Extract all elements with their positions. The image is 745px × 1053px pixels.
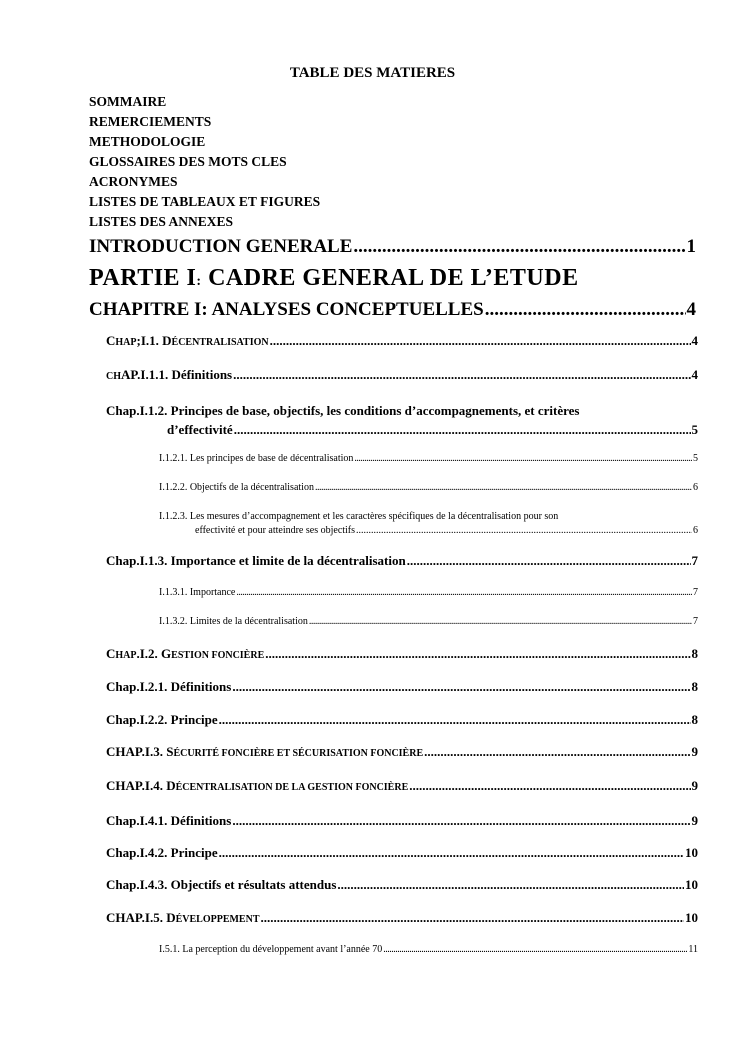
toc-item-listes-annexes[interactable]: LISTES DES ANNEXES <box>89 214 234 229</box>
toc-item-chap-i13[interactable] <box>106 553 698 569</box>
toc-label: CHAP.I.4. DÉCENTRALISATION DE LA GESTION FONCIÈRE <box>106 778 409 793</box>
toc-page-number: 7 <box>693 616 698 627</box>
toc-label: I.5.1. La perception du développement avant l’année 70 <box>159 944 383 955</box>
toc-item-chap-i11[interactable] <box>106 367 698 383</box>
toc-item-chap-i22[interactable] <box>106 712 698 728</box>
toc-page-number: 9 <box>691 778 698 793</box>
toc-leader <box>234 420 691 439</box>
toc-label: Chap.I.4.2. Principe <box>106 845 218 860</box>
toc-item-chap-i41[interactable] <box>106 813 698 829</box>
part-colon: : <box>196 274 202 289</box>
toc-item-glossaires[interactable]: GLOSSAIRES DES MOTS CLES <box>89 154 287 169</box>
toc-leader <box>424 744 690 760</box>
toc-item-introduction[interactable] <box>89 236 696 258</box>
toc-item-i132[interactable] <box>159 616 698 627</box>
toc-leader <box>309 616 692 627</box>
toc-page-number: 9 <box>691 744 698 759</box>
toc-item-chap-i12[interactable] <box>106 401 698 439</box>
toc-label: INTRODUCTION GENERALE <box>89 236 353 257</box>
toc-page-number: 9 <box>691 813 698 828</box>
toc-page-number: 10 <box>685 910 698 925</box>
toc-item-chap-i4[interactable] <box>106 778 698 794</box>
toc-page-number: 1 <box>686 236 696 257</box>
toc-item-chap-i43[interactable] <box>106 877 698 893</box>
toc-item-i51[interactable] <box>159 944 698 955</box>
toc-page-number: 8 <box>691 712 698 727</box>
toc-leader <box>356 524 692 538</box>
toc-page-number: 4 <box>691 333 698 348</box>
toc-leader <box>219 712 691 728</box>
toc-label: CHAP.I.3. SÉCURITÉ FONCIÈRE ET SÉCURISATION FONCIÈRE <box>106 744 424 759</box>
toc-item-i123[interactable] <box>159 510 698 538</box>
toc-page-number: 6 <box>693 525 698 536</box>
toc-leader <box>270 333 691 349</box>
part-prefix: PARTIE I <box>89 265 197 291</box>
toc-label: Chap.I.4.1. Définitions <box>106 813 232 828</box>
toc-label: I.1.2.1. Les principes de base de décentralisation <box>159 453 354 464</box>
toc-label-line2-row <box>167 420 698 439</box>
toc-leader <box>409 778 690 794</box>
toc-page-number: 8 <box>691 679 698 694</box>
toc-label: CHAP.I.1.1. Définitions <box>106 367 233 382</box>
toc-page-number: 5 <box>693 453 698 464</box>
toc-leader <box>353 236 685 258</box>
toc-item-chapitre-1[interactable] <box>89 299 696 321</box>
toc-leader <box>232 679 690 695</box>
toc-label: CHAP;I.1. DÉCENTRALISATION <box>106 333 269 348</box>
toc-item-i131[interactable] <box>159 587 698 598</box>
toc-page-number: 7 <box>693 587 698 598</box>
toc-label: CHAP.I.2. GESTION FONCIÈRE <box>106 646 265 661</box>
toc-item-chap-i42[interactable] <box>106 845 698 861</box>
toc-label: I.1.2.2. Objectifs de la décentralisation <box>159 482 314 493</box>
page-title: TABLE DES MATIERES <box>289 65 456 81</box>
toc-leader <box>337 877 684 893</box>
toc-label: Chap.I.2.2. Principe <box>106 712 218 727</box>
toc-page-number: 10 <box>685 845 698 860</box>
toc-leader <box>383 944 687 955</box>
toc-item-chap-i3[interactable] <box>106 744 698 760</box>
part-title: CADRE GENERAL DE L’ETUDE <box>201 265 579 291</box>
toc-leader <box>233 367 690 383</box>
toc-page-number: 4 <box>686 299 696 320</box>
toc-item-sommaire[interactable]: SOMMAIRE <box>89 94 167 109</box>
toc-item-chap-i5[interactable] <box>106 910 698 926</box>
toc-page-number: 10 <box>685 877 698 892</box>
toc-item-chap-i1[interactable] <box>106 333 698 349</box>
toc-item-chap-i21[interactable] <box>106 679 698 695</box>
toc-leader <box>261 910 685 926</box>
toc-page-number: 7 <box>691 553 698 568</box>
toc-label: CHAPITRE I: ANALYSES CONCEPTUELLES <box>89 299 484 320</box>
toc-label-line1: Chap.I.1.2. Principes de base, objectifs, les conditions d’accompagnements, et critères <box>106 403 580 418</box>
toc-leader <box>485 299 686 321</box>
toc-leader <box>265 646 690 662</box>
toc-leader <box>407 553 691 569</box>
toc-item-i122[interactable] <box>159 482 698 493</box>
toc-leader <box>236 587 692 598</box>
toc-label-line1: I.1.2.3. Les mesures d’accompagnement et les caractères spécifiques de la décentralisation pour son <box>159 511 559 522</box>
toc-label: CHAP.I.5. DÉVELOPPEMENT <box>106 910 260 925</box>
toc-label-line2-row <box>195 524 698 538</box>
toc-page-number: 5 <box>691 422 698 437</box>
toc-label-line2: d’effectivité <box>167 422 233 437</box>
toc-page-number: 6 <box>693 482 698 493</box>
toc-label: I.1.3.2. Limites de la décentralisation <box>159 616 308 627</box>
toc-item-chap-i2[interactable] <box>106 646 698 662</box>
toc-item-remerciements[interactable]: REMERCIEMENTS <box>89 114 212 129</box>
toc-page-number: 8 <box>691 646 698 661</box>
part-heading <box>89 265 579 292</box>
toc-page-number: 4 <box>691 367 698 382</box>
toc-label-line2: effectivité et pour atteindre ses objectifs <box>195 525 356 536</box>
toc-item-acronymes[interactable]: ACRONYMES <box>89 174 178 189</box>
toc-label: Chap.I.4.3. Objectifs et résultats attendus <box>106 877 337 892</box>
toc-item-i121[interactable] <box>159 453 698 464</box>
toc-label: Chap.I.2.1. Définitions <box>106 679 232 694</box>
toc-item-listes-tableaux[interactable]: LISTES DE TABLEAUX ET FIGURES <box>89 194 321 209</box>
toc-leader <box>315 482 692 493</box>
toc-label: I.1.3.1. Importance <box>159 587 236 598</box>
toc-page-number: 11 <box>688 944 698 955</box>
toc-leader <box>354 453 692 464</box>
toc-leader <box>219 845 684 861</box>
toc-label: Chap.I.1.3. Importance et limite de la décentralisation <box>106 553 406 568</box>
toc-leader <box>232 813 690 829</box>
toc-item-methodologie[interactable]: METHODOLOGIE <box>89 134 206 149</box>
